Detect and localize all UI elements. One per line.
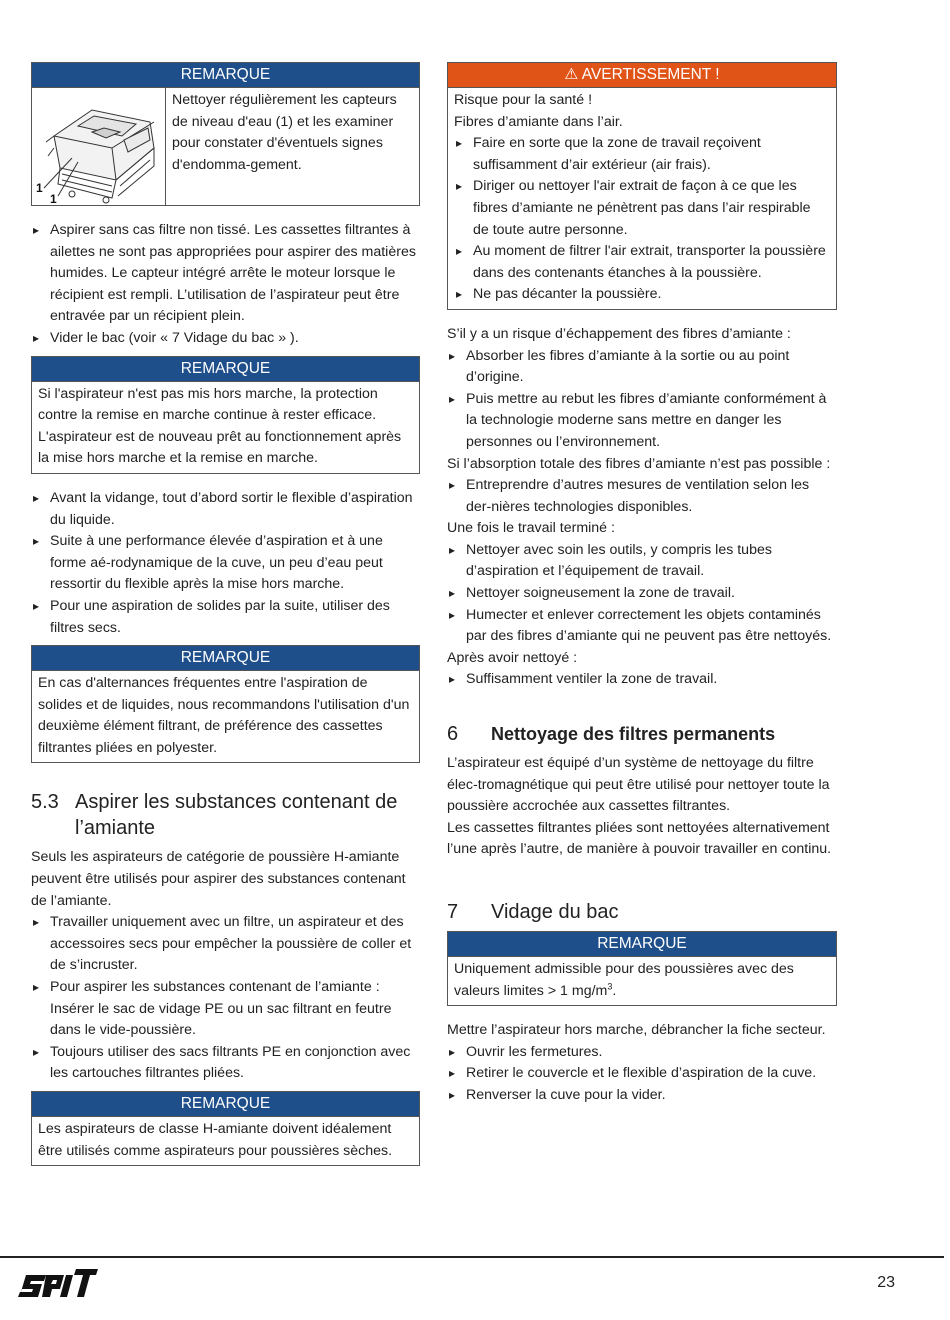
paragraph: Seuls les aspirateurs de catégorie de poussière H-amiante peuvent être utilisés pour aspirer des substances contenant de l’amiante.: [31, 849, 406, 909]
bullet-list-absorption: [447, 475, 837, 518]
list-item: ▸ Absorber les fibres d’amiante à la sortie ou au point d’origine.: [447, 346, 837, 389]
list-item: ▸ Pour aspirer les substances contenant de l’amiante : Insérer le sac de vidage PE ou un sac filtrant en feutre dans le vide-poussière.: [31, 977, 420, 1042]
superscript: 3: [607, 980, 613, 991]
note-heading: REMARQUE: [448, 932, 836, 957]
section-heading-5-3: [31, 789, 420, 841]
right-column: [447, 62, 837, 1107]
section-title: Nettoyage des filtres permanents: [491, 724, 776, 745]
section-heading-6: [447, 721, 837, 747]
bullet-list-escape: [447, 346, 837, 454]
list-item: ▸ Avant la vidange, tout d’abord sortir le flexible d’aspiration du liquide.: [31, 488, 420, 531]
list-item: ▸ Faire en sorte que la zone de travail reçoivent suffisamment d’air extérieur (air frais).: [454, 133, 830, 176]
note-heading: REMARQUE: [32, 646, 419, 671]
note-box-restart: [31, 356, 420, 474]
footer-divider: [0, 1256, 944, 1258]
note-text: [448, 957, 836, 1005]
list-item: ▸ Pour une aspiration de solides par la suite, utiliser des filtres secs.: [31, 596, 420, 639]
bullet-list-after-clean: [447, 669, 837, 691]
section-heading-7: [447, 899, 837, 925]
list-item: ▸ Nettoyer avec soin les outils, y compris les tubes d’aspiration et l’équipement de travail.: [447, 540, 837, 583]
note-box-water-sensors: [31, 62, 420, 206]
list-item: ▸ Humecter et enlever correctement les objets contaminés par des fibres d’amiante qui ne peuvent pas être nettoyés.: [447, 605, 837, 648]
list-item: ▸ Toujours utiliser des sacs filtrants PE en conjonction avec les cartouches filtrantes pliées.: [31, 1042, 420, 1085]
note-box-limits: [447, 931, 837, 1006]
note-box-class-h: [31, 1091, 420, 1166]
paragraph: Si l’absorption totale des fibres d’amiante n’est pas possible :: [447, 455, 831, 472]
vacuum-illustration: [32, 88, 166, 205]
bullet-list-after-work: [447, 540, 837, 648]
list-item: ▸ Travailler uniquement avec un filtre, un aspirateur et des accessoires secs pour empêcher la poussière de coller et de s’incruster.: [31, 912, 420, 977]
paragraph: Les cassettes filtrantes pliées sont nettoyées alternativement l’une après l’autre, de manière à pouvoir travailler en continu.: [447, 819, 832, 858]
section-number: 7: [447, 901, 459, 923]
note-text: En cas d'alternances fréquentes entre l'aspiration de solides et de liquides, nous recommandons l'utilisation d'un deuxième élément filtrant, de préférence des cassettes filtrantes pliées en polyester.: [38, 675, 410, 756]
note-heading: REMARQUE: [32, 1092, 419, 1117]
note-heading: REMARQUE: [32, 63, 419, 88]
paragraph: Après avoir nettoyé :: [447, 649, 578, 666]
warning-box: [447, 62, 837, 310]
label-1a: 1: [36, 181, 43, 195]
list-item: ▸ Nettoyer soigneusement la zone de travail.: [447, 583, 837, 605]
warning-line: Risque pour la santé !: [454, 92, 593, 108]
section-number: 5.3: [31, 791, 59, 814]
list-item: ▸ Aspirer sans cas filtre non tissé. Les cassettes filtrantes à ailettes ne sont pas appropriées pour aspirer des matières humides. Le capteur intégré arrête le moteur lorsque le récipient est rempli. L’utilisation de l’aspirateur peut être entravée par un récipient plein.: [31, 220, 420, 328]
spit-logo: [16, 1265, 100, 1303]
note-box-alternating: [31, 645, 420, 763]
bullet-list-wet: [31, 220, 420, 350]
label-1b: 1: [50, 192, 57, 205]
page-number: 23: [877, 1274, 895, 1291]
list-item: ▸ Entreprendre d’autres mesures de ventilation selon les der-nières technologies disponibles.: [447, 475, 837, 518]
paragraph: Mettre l’aspirateur hors marche, débrancher la fiche secteur.: [447, 1022, 826, 1039]
paragraph: S’il y a un risque d’échappement des fibres d’amiante :: [447, 325, 791, 342]
list-item: ▸ Puis mettre au rebut les fibres d’amiante conformément à la technologie moderne sans mettre en danger les personnes ou l’environnement.: [447, 389, 837, 454]
note-text: Les aspirateurs de classe H-amiante doivent idéalement être utilisés comme aspirateurs pour poussières sèches.: [38, 1121, 393, 1159]
warning-heading: ⚠ AVERTISSEMENT !: [448, 63, 836, 88]
warning-list: [454, 133, 830, 306]
list-item: ▸ Diriger ou nettoyer l'air extrait de façon à ce que les fibres d’amiante ne pénètrent pas dans l’air respirable de toute autre personne.: [454, 176, 830, 241]
warning-line: Fibres d’amiante dans l’air.: [454, 113, 623, 130]
note-heading: REMARQUE: [32, 357, 419, 382]
note-text-end: .: [612, 982, 617, 999]
bullet-list-empty: [447, 1042, 837, 1107]
list-item: ▸ Retirer le couvercle et le flexible d’aspiration de la cuve.: [447, 1063, 837, 1085]
list-item: ▸ Suite à une performance élevée d’aspiration et à une forme aé-rodynamique de la cuve, un peu d’eau peut ressortir du flexible après la mise hors marche.: [31, 531, 420, 596]
left-column: [31, 62, 420, 1180]
list-item: ▸ Renverser la cuve pour la vider.: [447, 1085, 837, 1107]
paragraph: Une fois le travail terminé :: [447, 520, 615, 537]
list-item: ▸ Vider le bac (voir « 7 Vidage du bac » ).: [31, 328, 420, 350]
bullet-list-drain: [31, 488, 420, 639]
list-item: ▸ Au moment de filtrer l'air extrait, transporter la poussière dans des contenants étanches à la poussière.: [454, 241, 830, 284]
paragraph: L’aspirateur est équipé d’un système de nettoyage du filtre élec-tromagnétique qui peut être utilisé pour nettoyer toute la poussière accrochée aux cassettes filtrantes.: [447, 755, 830, 815]
section-number: 6: [447, 723, 459, 746]
list-item: ▸ Suffisamment ventiler la zone de travail.: [447, 669, 837, 691]
bullet-list-asbestos: [31, 912, 420, 1085]
section-title: Vidage du bac: [491, 901, 619, 923]
vacuum-drawing: [32, 88, 166, 205]
section-title: Aspirer les substances contenant de l’amiante: [75, 791, 398, 840]
note-text-main: Uniquement admissible pour des poussières avec des valeurs limites > 1 mg/m: [454, 961, 794, 999]
list-item: ▸ Ne pas décanter la poussière.: [454, 284, 830, 306]
list-item: ▸ Ouvrir les fermetures.: [447, 1042, 837, 1064]
note-text: Nettoyer régulièrement les capteurs de niveau d'eau (1) et les examiner pour constater d'éventuels signes d'endomma-gement.: [172, 92, 397, 173]
note-text: Si l'aspirateur n'est pas mis hors marche, la protection contre la remise en marche continue à rester efficace. L'aspirateur est de nouveau prêt au fonctionnement après la mise hors marche et la remise en marche.: [38, 385, 402, 467]
